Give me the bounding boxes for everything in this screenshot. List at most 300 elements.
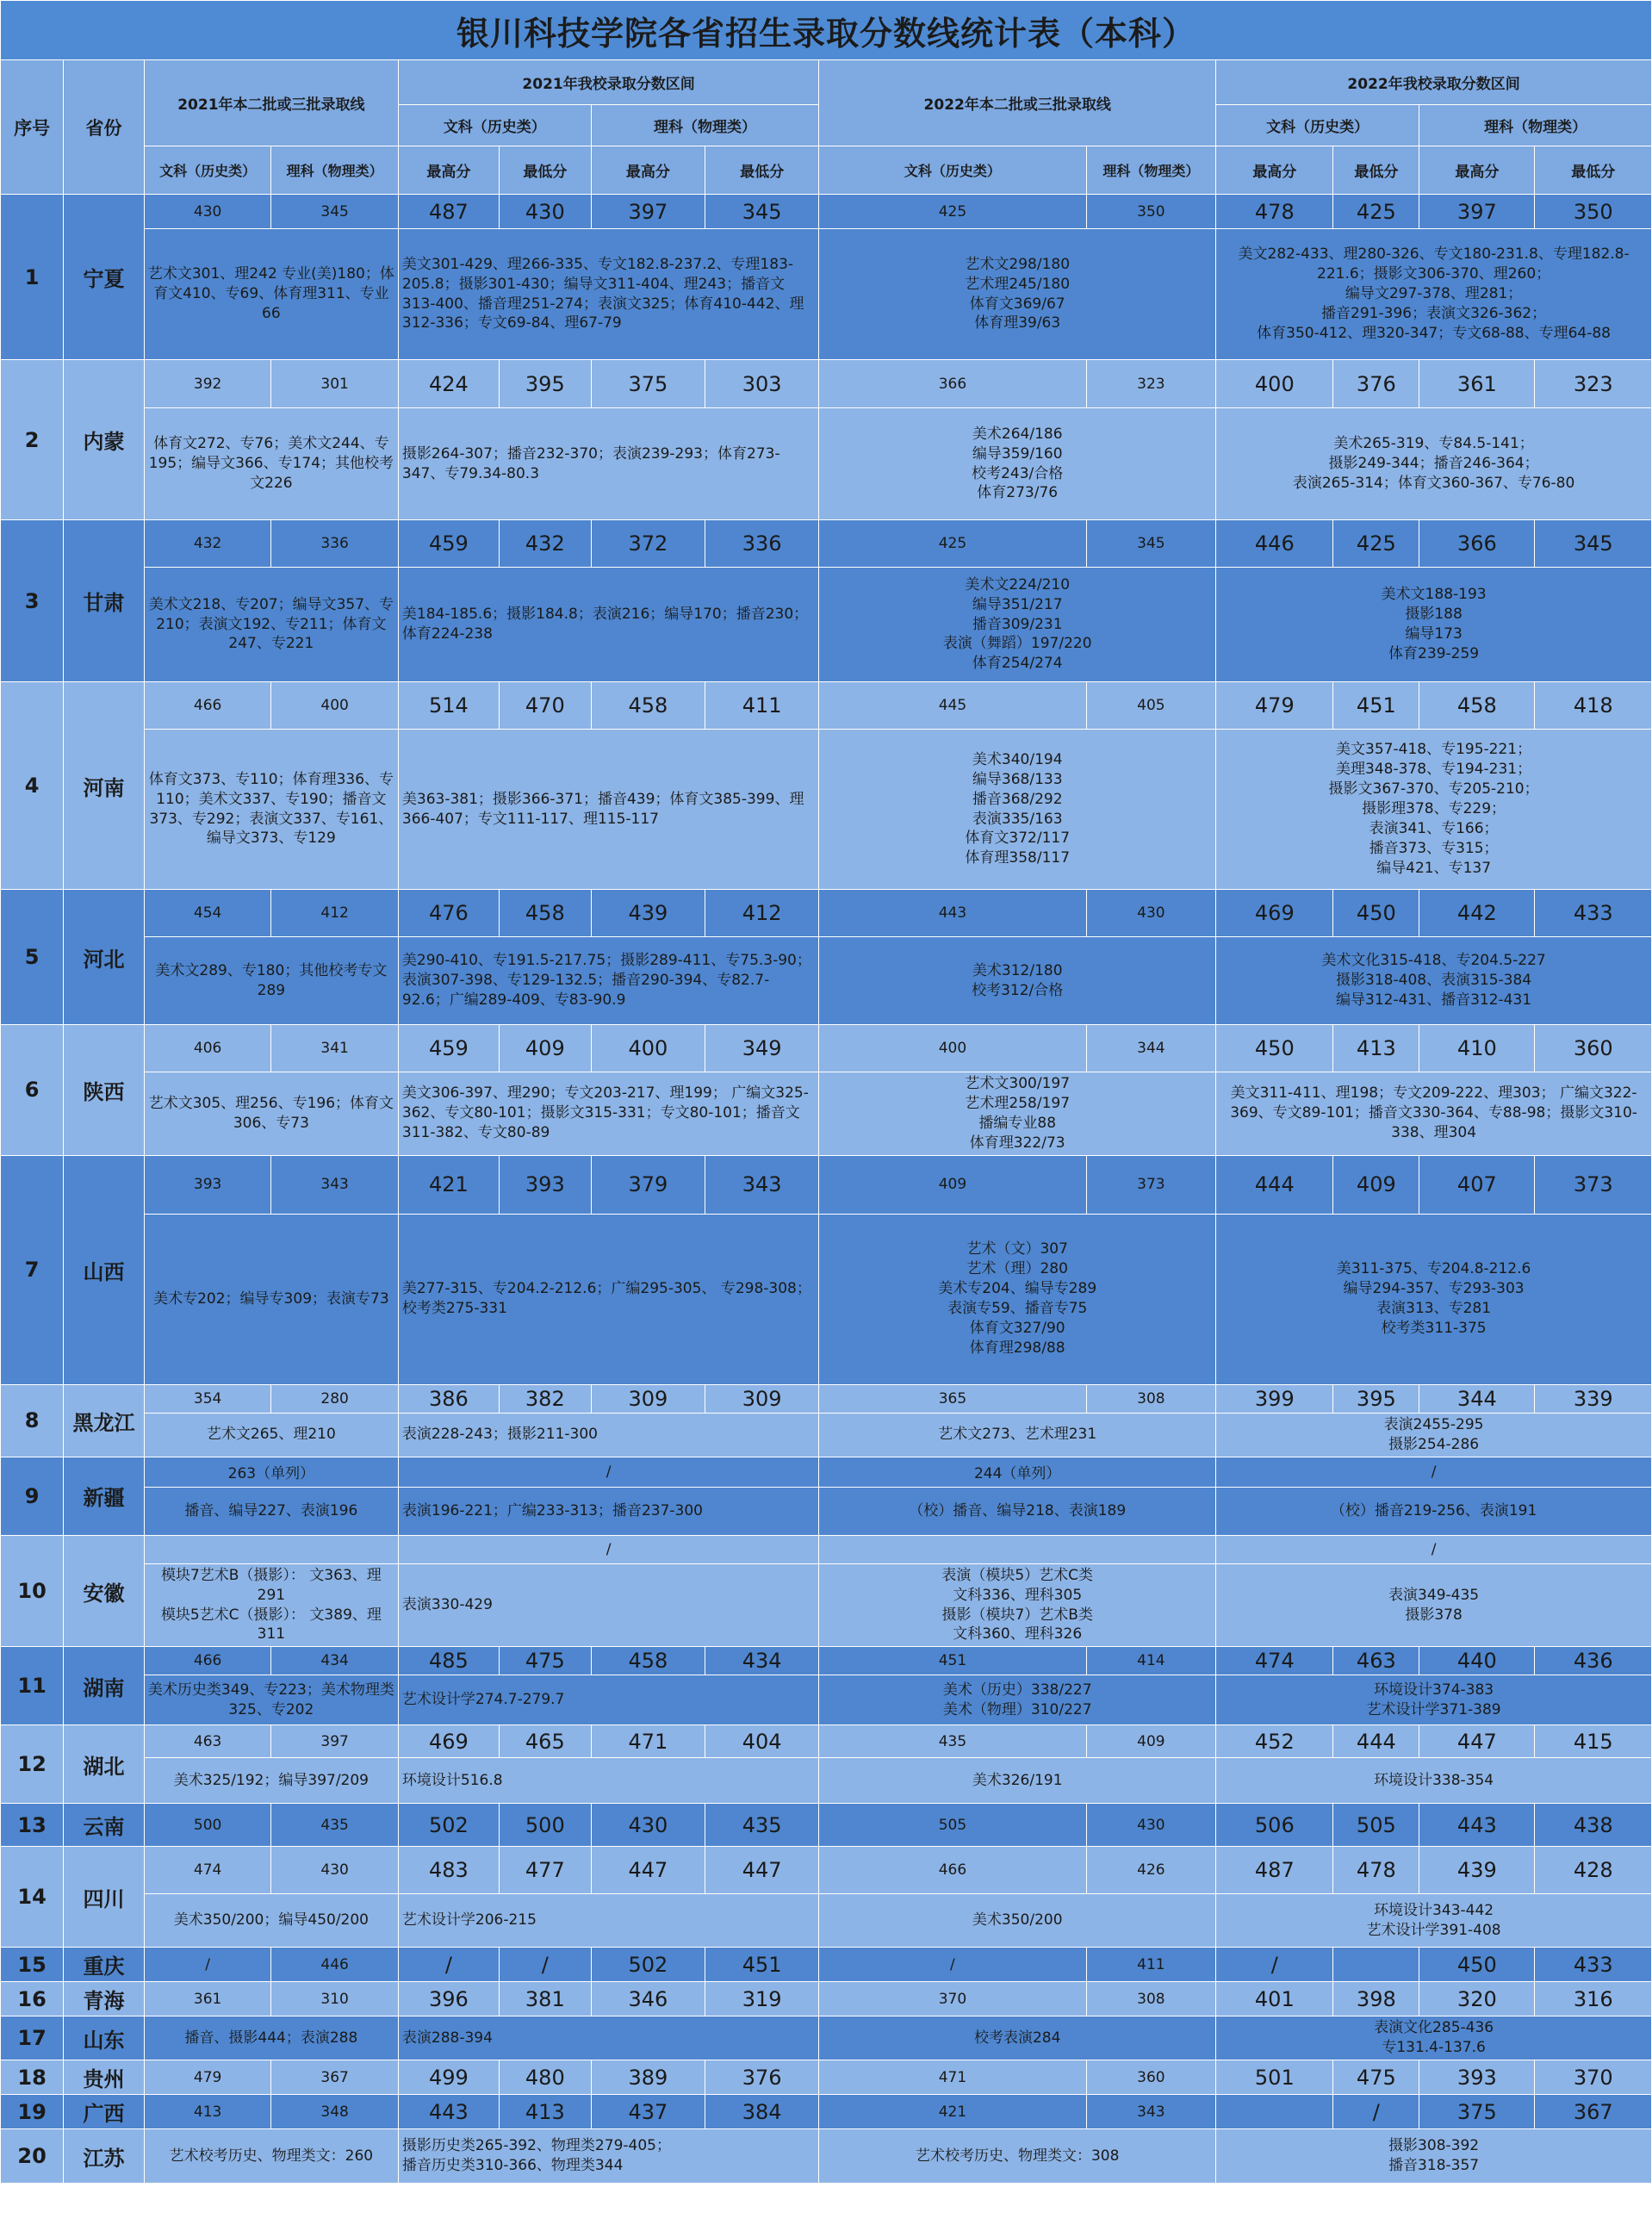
score-cell: 430 [144,195,271,229]
row-province: 贵州 [64,2060,145,2095]
score-cell: / [144,1948,271,1982]
header-province: 省份 [64,60,145,195]
detail-range-2021: 美363-381；摄影366-371；播音439；体育文385-399、理366-407；专文111-117、理115-117 [398,730,818,890]
score-cell: 398 [1333,1982,1419,2016]
score-cell: 404 [705,1725,819,1758]
score-cell: 450 [1216,1025,1333,1072]
score-cell: 361 [144,1982,271,2016]
row-province: 甘肃 [64,520,145,682]
score-cell: 465 [499,1725,591,1758]
score-cell: 395 [499,360,591,408]
score-cell: 425 [819,520,1086,568]
score-cell: 447 [1419,1725,1535,1758]
detail-range-2021: 美文301-429、理266-335、专文182.8-237.2、专理183-205.8；摄影301-430；编导文311-404、理243；播音文313-400、播音理251-274；表演文325；体育410-442、理312-336；专文69-84、理67-79 [398,229,818,360]
score-cell: 350 [1086,195,1216,229]
score-cell: 451 [819,1647,1086,1675]
score-cell: 463 [1333,1647,1419,1675]
row-index: 16 [1,1982,64,2016]
detail-line-2021: 美术历史类349、专223；美术物理类325、专202 [144,1675,398,1725]
score-cell: 469 [1216,890,1333,937]
row-province: 山西 [64,1155,145,1384]
score-cell: 412 [271,890,399,937]
row-index: 4 [1,682,64,890]
score-cell: 435 [705,1804,819,1847]
score-cell: 454 [144,890,271,937]
score-cell: 400 [591,1025,705,1072]
score-cell: 446 [271,1948,399,1982]
detail-line-2021: 体育文373、专110；体育理336、专110；美术文337、专190；播音文373、专292；表演文337、专161、编导文373、专129 [144,730,398,890]
detail-line-2022: 美术326/191 [819,1758,1216,1804]
row-province: 重庆 [64,1948,145,1982]
row-index: 20 [1,2129,64,2184]
score-cell: 414 [1086,1647,1216,1675]
score-cell: 344 [1419,1384,1535,1413]
score-cell: 397 [1419,195,1535,229]
row-province: 陕西 [64,1025,145,1156]
score-cell: 487 [1216,1847,1333,1894]
score-cell: 430 [271,1847,399,1894]
score-cell: 382 [499,1384,591,1413]
score-cell: 361 [1419,360,1535,408]
score-cell: 478 [1216,195,1333,229]
score-cell: 366 [1419,520,1535,568]
header-line-2022: 2022年本二批或三批录取线 [819,60,1216,146]
header-arts-2022: 文科（历史类） [1216,105,1419,146]
score-cell: / [1333,2095,1419,2129]
score-cell: 372 [591,520,705,568]
score-cell: 471 [591,1725,705,1758]
row-index: 2 [1,360,64,520]
score-cell: 475 [499,1647,591,1675]
score-cell: 346 [591,1982,705,2016]
score-cell: 434 [271,1647,399,1675]
header-min: 最低分 [1535,146,1652,195]
score-cell: 506 [1216,1804,1333,1847]
score-cell: / [398,1948,499,1982]
row-province: 河北 [64,890,145,1025]
detail-line-2022: 表演（模块5）艺术C类 文科336、理科305 摄影（模块7）艺术B类 文科360、理科326 [819,1563,1216,1647]
score-cell: 451 [705,1948,819,1982]
detail-range-2022: 摄影308-392 播音318-357 [1216,2129,1652,2184]
page-title: 银川科技学院各省招生录取分数线统计表（本科） [1,1,1652,60]
detail-range-2021: 艺术设计学206-215 [398,1894,818,1948]
score-cell: 411 [705,682,819,730]
header-line-2021-arts: 文科（历史类） [144,146,271,195]
detail-range-2021: 表演196-221；广编233-313；播音237-300 [398,1487,818,1535]
score-cell: / [398,1457,818,1487]
score-cell: 415 [1535,1725,1652,1758]
score-cell: 367 [271,2060,399,2095]
score-cell: 458 [591,682,705,730]
score-cell: 514 [398,682,499,730]
score-cell: 425 [819,195,1086,229]
score-cell: 366 [819,360,1086,408]
score-cell: 459 [398,520,499,568]
score-cell: 409 [1333,1155,1419,1214]
row-index: 10 [1,1535,64,1647]
header-seq: 序号 [1,60,64,195]
row-province: 湖南 [64,1647,145,1725]
score-cell: 412 [705,890,819,937]
detail-line-2022: 美术264/186 编导359/160 校考243/合格 体育273/76 [819,408,1216,520]
score-cell: 393 [499,1155,591,1214]
row-province: 广西 [64,2095,145,2129]
score-cell: 470 [499,682,591,730]
row-province: 安徽 [64,1535,145,1647]
row-province: 河南 [64,682,145,890]
score-cell: 413 [499,2095,591,2129]
score-cell: 466 [144,682,271,730]
header-line-2021: 2021年本二批或三批录取线 [144,60,398,146]
score-cell: 399 [1216,1384,1333,1413]
score-cell: 505 [1333,1804,1419,1847]
score-cell: 400 [1216,360,1333,408]
score-cell: 428 [1535,1847,1652,1894]
detail-line-2021: 模块7艺术B（摄影）： 文363、理291 模块5艺术C（摄影）： 文389、理311 [144,1563,398,1647]
detail-range-2022: 美术文188-193 摄影188 编导173 体育239-259 [1216,568,1652,682]
score-cell: 444 [1216,1155,1333,1214]
score-cell: 316 [1535,1982,1652,2016]
score-cell: 397 [271,1725,399,1758]
score-cell: 367 [1535,2095,1652,2129]
row-province: 云南 [64,1804,145,1847]
detail-range-2021: 表演288-394 [398,2016,818,2060]
score-cell: 323 [1535,360,1652,408]
score-cell: 479 [144,2060,271,2095]
score-cell: 433 [1535,890,1652,937]
detail-line-2021: 艺术校考历史、物理类文：260 [144,2129,398,2184]
detail-line-2021: 体育文272、专76；美术文244、专195；编导文366、专174；其他校考文226 [144,408,398,520]
score-cell: 483 [398,1847,499,1894]
row-province: 宁夏 [64,195,145,360]
score-cell: 421 [819,2095,1086,2129]
score-cell: 381 [499,1982,591,2016]
score-cell: 400 [271,682,399,730]
detail-line-2021: 美术325/192；编导397/209 [144,1758,398,1804]
score-cell: 375 [1419,2095,1535,2129]
row-index: 14 [1,1847,64,1948]
detail-line-2021: 美术专202；编导专309；表演专73 [144,1214,398,1384]
score-cell: 475 [1333,2060,1419,2095]
score-cell [1333,1948,1419,1982]
score-cell: / [819,1948,1086,1982]
score-cell: 413 [1333,1025,1419,1072]
score-cell: 466 [144,1647,271,1675]
row-province: 新疆 [64,1457,145,1535]
score-cell: 373 [1086,1155,1216,1214]
detail-range-2021: 美277-315、专204.2-212.6；广编295-305、 专298-308；校考类275-331 [398,1214,818,1384]
detail-range-2022: （校）播音219-256、表演191 [1216,1487,1652,1535]
detail-range-2022: 表演2455-295 摄影254-286 [1216,1413,1652,1457]
score-cell: 432 [499,520,591,568]
score-cell: 447 [705,1847,819,1894]
row-province: 黑龙江 [64,1384,145,1457]
detail-range-2021: 艺术设计学274.7-279.7 [398,1675,818,1725]
detail-range-2021: 美184-185.6；摄影184.8；表演216；编导170；播音230；体育224-238 [398,568,818,682]
score-cell: 320 [1419,1982,1535,2016]
score-cell: 474 [144,1847,271,1894]
score-cell: 336 [271,520,399,568]
detail-line-2022: 校考表演284 [819,2016,1216,2060]
detail-line-2022: 艺术（文）307 艺术（理）280 美术专204、编导专289 表演专59、播音专75 体育文327/90 体育理298/88 [819,1214,1216,1384]
detail-line-2022: 艺术校考历史、物理类文：308 [819,2129,1216,2184]
detail-range-2022: 美术文化315-418、专204.5-227 摄影318-408、表演315-384 编导312-431、播音312-431 [1216,937,1652,1025]
score-cell: 301 [271,360,399,408]
score-cell: 474 [1216,1647,1333,1675]
score-cell: / [1216,1535,1652,1563]
score-cell: 345 [1086,520,1216,568]
detail-line-2022: （校）播音、编导218、表演189 [819,1487,1216,1535]
score-cell: 343 [271,1155,399,1214]
score-cell: 405 [1086,682,1216,730]
score-cell: 407 [1419,1155,1535,1214]
header-line-2022-arts: 文科（历史类） [819,146,1086,195]
score-cell: 370 [819,1982,1086,2016]
detail-line-2021: 艺术文305、理256、专196；体育文306、专73 [144,1072,398,1156]
row-province: 内蒙 [64,360,145,520]
score-cell: 343 [1086,2095,1216,2129]
score-cell: 442 [1419,890,1535,937]
score-cell: 430 [499,195,591,229]
score-cell [144,1535,398,1563]
detail-line-2021: 美术350/200；编导450/200 [144,1894,398,1948]
header-range-2022: 2022年我校录取分数区间 [1216,60,1652,105]
score-cell: / [1216,1457,1652,1487]
score-cell: 487 [398,195,499,229]
score-cell: 458 [1419,682,1535,730]
score-cell: 500 [144,1804,271,1847]
score-cell: 502 [398,1804,499,1847]
score-cell: 349 [705,1025,819,1072]
score-cell: 447 [591,1847,705,1894]
score-cell: 350 [1535,195,1652,229]
score-cell: 435 [819,1725,1086,1758]
score-cell: 310 [271,1982,399,2016]
score-cell: 439 [1419,1847,1535,1894]
score-cell: 443 [398,2095,499,2129]
header-min: 最低分 [1333,146,1419,195]
score-cell: 360 [1535,1025,1652,1072]
detail-line-2022: 艺术文273、艺术理231 [819,1413,1216,1457]
score-cell [819,1535,1216,1563]
row-province: 四川 [64,1847,145,1948]
row-index: 9 [1,1457,64,1535]
score-cell: 319 [705,1982,819,2016]
score-cell: 418 [1535,682,1652,730]
score-cell: 376 [705,2060,819,2095]
score-cell: 341 [271,1025,399,1072]
detail-range-2022: 美术265-319、专84.5-141； 摄影249-344；播音246-364； 表演265-314；体育文360-367、专76-80 [1216,408,1652,520]
row-index: 6 [1,1025,64,1156]
score-cell: 409 [819,1155,1086,1214]
row-index: 5 [1,890,64,1025]
score-cell: 345 [1535,520,1652,568]
detail-line-2022: 美术（历史）338/227 美术（物理）310/227 [819,1675,1216,1725]
score-cell: 434 [705,1647,819,1675]
score-cell: 345 [705,195,819,229]
score-cell: 440 [1419,1647,1535,1675]
score-cell: 389 [591,2060,705,2095]
header-range-2021: 2021年我校录取分数区间 [398,60,818,105]
score-cell: 425 [1333,520,1419,568]
score-cell: 444 [1333,1725,1419,1758]
score-cell: 458 [591,1647,705,1675]
score-cell: 439 [591,890,705,937]
score-cell: 425 [1333,195,1419,229]
score-cell: 244（单列） [819,1457,1216,1487]
header-min: 最低分 [499,146,591,195]
score-cell: 437 [591,2095,705,2129]
score-cell: 263（单列） [144,1457,398,1487]
row-province: 江苏 [64,2129,145,2184]
row-province: 湖北 [64,1725,145,1804]
score-cell: 479 [1216,682,1333,730]
score-cell: 370 [1535,2060,1652,2095]
detail-range-2021: 美文306-397、理290；专文203-217、理199； 广编文325-362、专文80-101；摄影文315-331；专文80-101；播音文311-382、专文80-89 [398,1072,818,1156]
detail-range-2022: 表演349-435 摄影378 [1216,1563,1652,1647]
detail-range-2022: 美文311-411、理198；专文209-222、理303； 广编文322-369、专文89-101；播音文330-364、专88-98；摄影文310-338、理304 [1216,1072,1652,1156]
header-min: 最低分 [705,146,819,195]
header-max: 最高分 [398,146,499,195]
row-index: 19 [1,2095,64,2129]
score-cell: 450 [1333,890,1419,937]
detail-range-2021: 摄影历史类265-392、物理类279-405； 播音历史类310-366、物理类344 [398,2129,818,2184]
score-cell: 308 [1086,1384,1216,1413]
detail-line-2022: 艺术文298/180 艺术理245/180 体育文369/67 体育理39/63 [819,229,1216,360]
score-cell: 463 [144,1725,271,1758]
detail-line-2022: 美术文224/210 编导351/217 播音309/231 表演（舞蹈）197/220 体育254/274 [819,568,1216,682]
detail-line-2021: 艺术文265、理210 [144,1413,398,1457]
score-cell: 477 [499,1847,591,1894]
score-cell: 397 [591,195,705,229]
score-cell: 309 [705,1384,819,1413]
row-index: 8 [1,1384,64,1457]
score-cell: 430 [1086,890,1216,937]
score-cell: 323 [1086,360,1216,408]
score-cell: 446 [1216,520,1333,568]
score-cell: 421 [398,1155,499,1214]
score-cell: 471 [819,2060,1086,2095]
score-cell: 400 [819,1025,1086,1072]
detail-line-2021: 艺术文301、理242 专业(美)180；体育文410、专69、体育理311、专业66 [144,229,398,360]
header-max: 最高分 [1419,146,1535,195]
score-cell: 499 [398,2060,499,2095]
score-cell: 413 [144,2095,271,2129]
score-cell: 466 [819,1847,1086,1894]
header-arts-2021: 文科（历史类） [398,105,591,146]
score-cell: 451 [1333,682,1419,730]
score-cell: 480 [499,2060,591,2095]
score-cell: 450 [1419,1948,1535,1982]
score-cell: 433 [1535,1948,1652,1982]
detail-range-2022: 环境设计374-383 艺术设计学371-389 [1216,1675,1652,1725]
score-cell: 354 [144,1384,271,1413]
detail-line-2021: 美术文289、专180；其他校考专文289 [144,937,398,1025]
score-cell: 409 [1086,1725,1216,1758]
score-cell: 411 [1086,1948,1216,1982]
detail-line-2021: 播音、编导227、表演196 [144,1487,398,1535]
score-cell: 339 [1535,1384,1652,1413]
detail-range-2021: 环境设计516.8 [398,1758,818,1804]
score-cell: 459 [398,1025,499,1072]
score-cell: 308 [1086,1982,1216,2016]
row-index: 1 [1,195,64,360]
score-cell: 469 [398,1725,499,1758]
score-cell: 436 [1535,1647,1652,1675]
score-cell: / [398,1535,818,1563]
header-sci-2022: 理科（物理类） [1419,105,1652,146]
score-cell: 445 [819,682,1086,730]
score-cell: 426 [1086,1847,1216,1894]
score-cell: 365 [819,1384,1086,1413]
detail-range-2022: 美文282-433、理280-326、专文180-231.8、专理182.8-221.6；摄影文306-370、理260； 编导文297-378、理281； 播音291-396；表演文326-362； 体育350-412、理320-347；专文68-88、专理64-88 [1216,229,1652,360]
score-cell: 443 [819,890,1086,937]
header-line-2021-sci: 理科（物理类） [271,146,399,195]
score-cell: / [1216,1948,1333,1982]
score-cell: 458 [499,890,591,937]
score-cell: 452 [1216,1725,1333,1758]
score-cell: 406 [144,1025,271,1072]
detail-range-2022: 环境设计343-442 艺术设计学391-408 [1216,1894,1652,1948]
score-cell: 395 [1333,1384,1419,1413]
score-cell: 430 [591,1804,705,1847]
detail-range-2022: 美文357-418、专195-221； 美理348-378、专194-231； 摄影文367-370、专205-210； 摄影理378、专229； 表演341、专166； 播音373、专315； 编导421、专137 [1216,730,1652,890]
score-cell: 478 [1333,1847,1419,1894]
detail-range-2021: 摄影264-307；播音232-370；表演239-293；体育273-347、专79.34-80.3 [398,408,818,520]
score-cell: 502 [591,1948,705,1982]
score-cell: 485 [398,1647,499,1675]
row-province: 山东 [64,2016,145,2060]
score-cell: 424 [398,360,499,408]
row-index: 12 [1,1725,64,1804]
row-index: 17 [1,2016,64,2060]
row-index: 7 [1,1155,64,1384]
row-index: 18 [1,2060,64,2095]
score-cell: 345 [271,195,399,229]
score-cell: 500 [499,1804,591,1847]
header-line-2022-sci: 理科（物理类） [1086,146,1216,195]
row-index: 11 [1,1647,64,1725]
score-cell: 280 [271,1384,399,1413]
score-cell: 343 [705,1155,819,1214]
score-cell: 432 [144,520,271,568]
score-cell: 373 [1535,1155,1652,1214]
detail-range-2021: 美290-410、专191.5-217.75；摄影289-411、专75.3-90；表演307-398、专129-132.5；播音290-394、专82.7-92.6；广编289-409、专83-90.9 [398,937,818,1025]
score-cell: 443 [1419,1804,1535,1847]
score-cell: 344 [1086,1025,1216,1072]
row-index: 3 [1,520,64,682]
row-province: 青海 [64,1982,145,2016]
score-cell: 379 [591,1155,705,1214]
score-cell: 386 [398,1384,499,1413]
score-cell: 476 [398,890,499,937]
score-cell: 336 [705,520,819,568]
score-cell: 396 [398,1982,499,2016]
score-cell: 384 [705,2095,819,2129]
score-cell: 392 [144,360,271,408]
detail-range-2021: 表演330-429 [398,1563,818,1647]
detail-line-2022: 美术350/200 [819,1894,1216,1948]
detail-range-2021: 表演228-243；摄影211-300 [398,1413,818,1457]
detail-line-2021: 播音、摄影444；表演288 [144,2016,398,2060]
score-cell: 438 [1535,1804,1652,1847]
detail-line-2022: 美术340/194 编导368/133 播音368/292 表演335/163 体育文372/117 体育理358/117 [819,730,1216,890]
score-cell: 501 [1216,2060,1333,2095]
score-cell: 435 [271,1804,399,1847]
score-cell: 401 [1216,1982,1333,2016]
score-cell: 348 [271,2095,399,2129]
score-cell: 375 [591,360,705,408]
